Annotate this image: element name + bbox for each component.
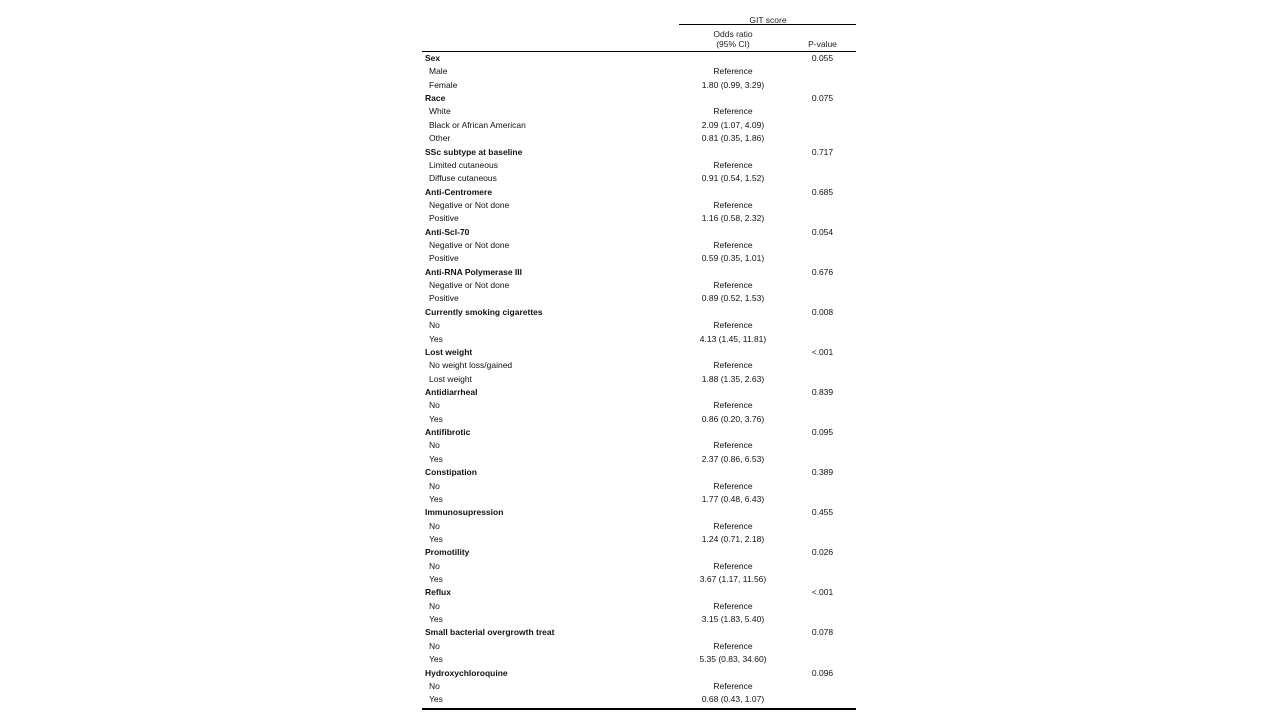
p-value-cell: 0.026 [811, 547, 834, 558]
odds-ratio-cell: Reference [713, 680, 753, 691]
odds-ratio-cell: Reference [713, 400, 753, 411]
table-row [422, 693, 856, 706]
table-category-row [422, 226, 856, 239]
level-label: Male [429, 66, 448, 77]
table-row [422, 399, 856, 412]
table-row [422, 439, 856, 452]
odds-ratio-cell: Reference [713, 560, 753, 571]
odds-ratio-cell: Reference [713, 159, 753, 170]
level-label: Negative or Not done [429, 199, 510, 210]
variable-label: Anti-Scl-70 [425, 226, 470, 237]
table-row [422, 65, 856, 78]
p-value-cell: <.001 [811, 587, 834, 598]
table-category-row [422, 346, 856, 359]
p-value-cell: 0.095 [811, 427, 834, 438]
column-header-odds-ratio-line1: Odds ratio [713, 29, 753, 39]
p-value-cell: 0.717 [811, 146, 834, 157]
p-value-cell: <.001 [811, 346, 834, 357]
table-category-row [422, 92, 856, 105]
odds-ratio-cell: Reference [713, 480, 753, 491]
table-category-row [422, 426, 856, 439]
table-row [422, 520, 856, 533]
level-label: No weight loss/gained [429, 360, 513, 371]
level-label: White [429, 106, 451, 117]
level-label: Positive [429, 293, 459, 304]
variable-label: Race [425, 93, 446, 104]
level-label: Yes [429, 333, 443, 344]
table-body [422, 52, 856, 710]
odds-ratio-cell: 3.67 (1.17, 11.56) [699, 574, 767, 585]
level-label: Yes [429, 413, 443, 424]
table-category-row [422, 186, 856, 199]
odds-ratio-cell: 0.59 (0.35, 1.01) [701, 253, 765, 264]
column-header-p-value: P-value [808, 39, 837, 49]
table-category-row [422, 506, 856, 519]
odds-ratio-cell: 0.68 (0.43, 1.07) [701, 694, 765, 705]
p-value-cell: 0.075 [811, 93, 834, 104]
odds-ratio-cell: 1.24 (0.71, 2.18) [701, 533, 765, 544]
table-row [422, 480, 856, 493]
level-label: Negative or Not done [429, 280, 510, 291]
variable-label: Small bacterial overgrowth treat [425, 627, 555, 638]
variable-label: Currently smoking cigarettes [425, 306, 543, 317]
level-label: Black or African American [429, 119, 526, 130]
group-header-label: GIT score [749, 15, 787, 25]
table-category-row [422, 546, 856, 559]
variable-label: Hydroxychloroquine [425, 667, 508, 678]
table-category-row [422, 667, 856, 680]
level-label: No [429, 680, 440, 691]
table-category-row [422, 626, 856, 639]
p-value-cell: 0.008 [811, 306, 834, 317]
level-label: Female [429, 79, 458, 90]
odds-ratio-cell: Reference [713, 199, 753, 210]
odds-ratio-cell: 1.77 (0.48, 6.43) [701, 493, 765, 504]
p-value-cell: 0.055 [811, 53, 834, 63]
odds-ratio-cell: 2.37 (0.86, 6.53) [701, 453, 765, 464]
odds-ratio-cell: Reference [713, 66, 753, 77]
variable-label: Antidiarrheal [425, 386, 478, 397]
p-value-cell: 0.054 [811, 226, 834, 237]
table-row [422, 613, 856, 626]
odds-ratio-cell: 0.81 (0.35, 1.86) [701, 133, 765, 144]
odds-ratio-cell: Reference [713, 360, 753, 371]
odds-ratio-cell: Reference [713, 320, 753, 331]
variable-label: Constipation [425, 467, 477, 478]
level-label: No [429, 600, 440, 611]
table-row [422, 413, 856, 426]
level-label: Positive [429, 213, 459, 224]
table-row [422, 279, 856, 292]
level-label: Yes [429, 533, 443, 544]
table-row [422, 105, 856, 118]
level-label: No [429, 440, 440, 451]
odds-ratio-cell: 1.80 (0.99, 3.29) [701, 79, 765, 90]
odds-ratio-cell: Reference [713, 440, 753, 451]
odds-ratio-cell: 4.13 (1.45, 11.81) [699, 333, 767, 344]
table-row [422, 119, 856, 132]
table-row [422, 79, 856, 92]
table-category-row [422, 466, 856, 479]
table-row [422, 373, 856, 386]
table-category-row [422, 266, 856, 279]
odds-ratio-cell: 5.35 (0.83, 34.60) [699, 654, 767, 665]
variable-label: Immunosupression [425, 507, 504, 518]
level-label: Positive [429, 253, 459, 264]
level-label: Diffuse cutaneous [429, 173, 497, 184]
table-row [422, 533, 856, 546]
table-row [422, 319, 856, 332]
level-label: Limited cutaneous [429, 159, 498, 170]
table-row [422, 359, 856, 372]
table-row [422, 680, 856, 693]
level-label: Yes [429, 453, 443, 464]
odds-ratio-cell: 1.88 (1.35, 2.63) [701, 373, 765, 384]
p-value-cell: 0.389 [811, 467, 834, 478]
group-header-rule [679, 24, 856, 25]
odds-ratio-cell: 3.15 (1.83, 5.40) [701, 614, 765, 625]
level-label: No [429, 520, 440, 531]
table-category-row [422, 146, 856, 159]
odds-ratio-cell: Reference [713, 106, 753, 117]
table-row [422, 640, 856, 653]
level-label: No [429, 400, 440, 411]
table-row [422, 172, 856, 185]
level-label: Other [429, 133, 451, 144]
table-row [422, 212, 856, 225]
table-row [422, 159, 856, 172]
level-label: Lost weight [429, 373, 472, 384]
p-value-cell: 0.455 [811, 507, 834, 518]
odds-ratio-cell: 1.16 (0.58, 2.32) [701, 213, 765, 224]
table-row [422, 252, 856, 265]
odds-ratio-cell: Reference [713, 520, 753, 531]
table-group-header [422, 13, 856, 26]
variable-label: Anti-Centromere [425, 186, 493, 197]
odds-ratio-cell: Reference [713, 640, 753, 651]
table-row [422, 132, 856, 145]
table-row [422, 199, 856, 212]
table-row [422, 560, 856, 573]
level-label: Yes [429, 493, 443, 504]
table-category-row [422, 306, 856, 319]
odds-ratio-cell: 0.89 (0.52, 1.53) [701, 293, 765, 304]
column-header-odds-ratio-line2: (95% CI) [716, 39, 750, 49]
column-header-odds-ratio [677, 29, 789, 49]
table-row [422, 239, 856, 252]
p-value-cell: 0.839 [811, 386, 834, 397]
table-row [422, 653, 856, 666]
level-label: No [429, 560, 440, 571]
variable-label: Reflux [425, 587, 451, 598]
p-value-cell: 0.676 [811, 266, 834, 277]
odds-ratio-table [422, 13, 856, 710]
level-label: No [429, 320, 440, 331]
level-label: Yes [429, 614, 443, 625]
level-label: Yes [429, 654, 443, 665]
variable-label: Lost weight [425, 346, 473, 357]
variable-label: SSc subtype at baseline [425, 146, 523, 157]
level-label: No [429, 640, 440, 651]
odds-ratio-cell: 2.09 (1.07, 4.09) [701, 119, 765, 130]
level-label: Yes [429, 574, 443, 585]
p-value-cell: 0.078 [811, 627, 834, 638]
table-category-row [422, 386, 856, 399]
odds-ratio-cell: Reference [713, 600, 753, 611]
table-row [422, 573, 856, 586]
p-value-cell: 0.096 [811, 667, 834, 678]
table-row [422, 600, 856, 613]
level-label: Negative or Not done [429, 240, 510, 251]
p-value-cell: 0.685 [811, 186, 834, 197]
level-label: Yes [429, 694, 443, 705]
variable-label: Sex [425, 53, 441, 63]
table-row [422, 292, 856, 305]
variable-label: Anti-RNA Polymerase III [425, 266, 522, 277]
table-row [422, 453, 856, 466]
variable-label: Promotility [425, 547, 470, 558]
variable-label: Antifibrotic [425, 427, 471, 438]
table-category-row [422, 52, 856, 65]
table-row [422, 493, 856, 506]
odds-ratio-cell: Reference [713, 280, 753, 291]
table-column-header [422, 26, 856, 52]
table-category-row [422, 586, 856, 599]
level-label: No [429, 480, 440, 491]
odds-ratio-cell: Reference [713, 240, 753, 251]
table-row [422, 333, 856, 346]
odds-ratio-cell: 0.86 (0.20, 3.76) [701, 413, 765, 424]
odds-ratio-cell: 0.91 (0.54, 1.52) [701, 173, 765, 184]
